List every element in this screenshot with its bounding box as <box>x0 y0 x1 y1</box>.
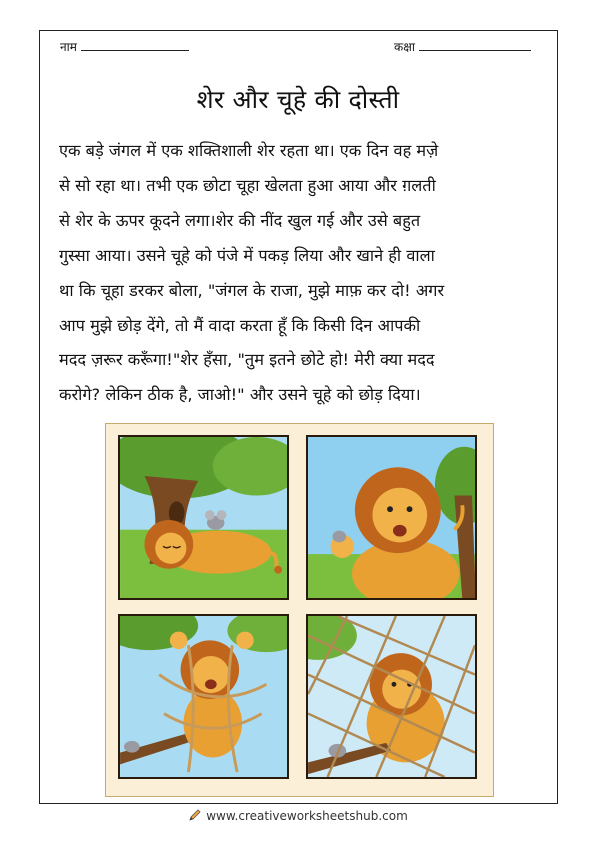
name-blank[interactable] <box>81 39 189 51</box>
story-title: शेर और चूहे की दोस्ती <box>196 85 400 114</box>
name-field <box>60 38 189 55</box>
panel-lion-trapped <box>118 614 289 779</box>
footer <box>0 808 596 825</box>
lion-trapped-picture <box>120 616 287 777</box>
panel-lion-holding-mouse <box>306 435 477 600</box>
website-link[interactable]: www.creativeworksheetshub.com <box>206 809 408 823</box>
class-field <box>394 38 531 55</box>
mouse-frees-lion-picture <box>308 616 475 777</box>
pencil-icon <box>188 808 202 825</box>
panel-mouse-frees-lion <box>306 614 477 779</box>
class-blank[interactable] <box>419 39 531 51</box>
panel-lion-sleeping <box>118 435 289 600</box>
class-label: कक्षा <box>394 40 415 54</box>
story-text: एक बड़े जंगल में एक शक्तिशाली शेर रहता था। एक दिन वह मज़े से सो रहा था। तभी एक छोटा चूहा खेलता हुआ आया और ग़लती से शेर के ऊपर कूदने लगा।शेर की नींद खुल गई और उसे बहुत गुस्सा आया। उसने चूहे को पंजे में पकड़ लिया और खाने ही वाला था कि चूहा डरकर बोला, "जंगल के राजा, मुझे माफ़ कर दो! अगर आप मुझे छोड़ देंगे, तो मैं वादा करता हूँ कि किसी दिन आपकी मदद ज़रूर करूँगा!"शेर हँसा, "तुम इतने छोटे हो! मेरी क्या मदद करोगे? लेकिन ठीक है, जाओ!" और उसने चूहे को छोड़ दिया। <box>59 141 445 405</box>
name-label: नाम <box>60 40 77 54</box>
lion-sleeping-picture <box>120 437 287 598</box>
lion-holding-mouse-picture <box>308 437 475 598</box>
story-illustration <box>105 423 494 797</box>
